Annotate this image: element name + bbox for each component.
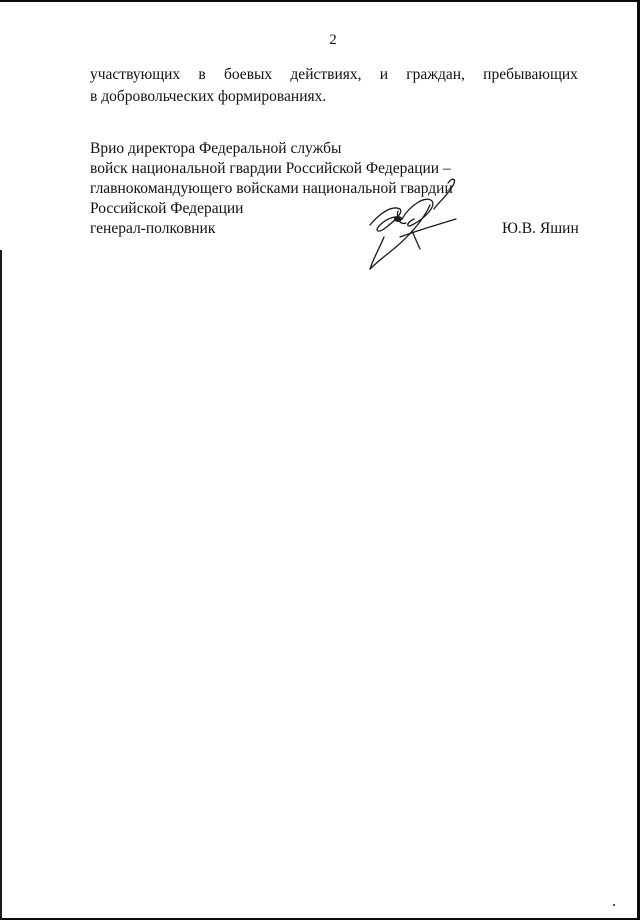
word: граждан, <box>406 66 465 83</box>
scan-border-left <box>0 250 2 920</box>
signatory-title-line: Врио директора Федеральной службы <box>90 140 342 157</box>
signatory-title-line: главнокомандующего войсками национальной гвардии <box>90 180 453 197</box>
signer-name: Ю.В. Яшин <box>502 220 579 237</box>
word: действиях, <box>290 66 362 83</box>
word: в <box>198 66 206 83</box>
signatory-title-line: Российской Федерации <box>90 200 244 217</box>
scan-artifact <box>613 904 615 906</box>
page-number: 2 <box>329 32 337 48</box>
word: пребывающих <box>483 66 578 83</box>
handwritten-signature-icon <box>340 175 470 270</box>
word: и <box>379 66 389 83</box>
body-paragraph <box>90 64 578 107</box>
word: участвующих <box>90 66 181 83</box>
scan-border-top <box>0 0 640 2</box>
body-line-2: в добровольческих формированиях. <box>90 87 327 105</box>
signatory-rank: генерал-полковник <box>90 220 216 237</box>
signatory-title-line: войск национальной гвардии Российской Федерации – <box>90 160 451 177</box>
body-line-1 <box>90 64 578 86</box>
word: боевых <box>223 66 273 83</box>
